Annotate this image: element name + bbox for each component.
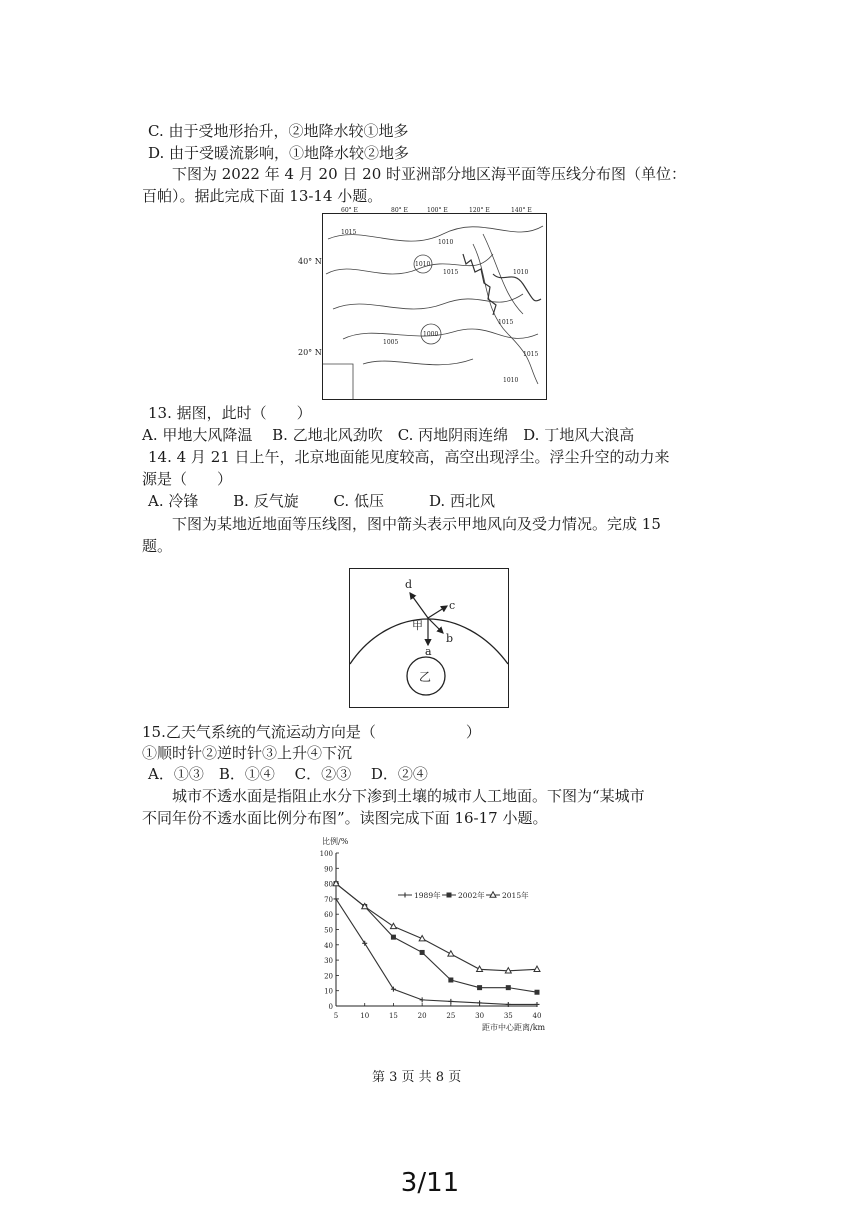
map-isobar-label: 1015: [443, 269, 459, 276]
q14-options: A. 冷锋 B. 反气旋 C. 低压 D. 西北风: [148, 492, 495, 510]
x-tick-label: 35: [503, 1012, 513, 1020]
x-tick-label: 25: [446, 1012, 456, 1020]
map-isobar-label: 1015: [523, 351, 539, 358]
intro-15-line2: 题。: [142, 537, 173, 555]
y-tick-label: 30: [324, 957, 333, 966]
map-lon-label: 60° E: [341, 207, 358, 214]
x-axis-label: 距市中心距离/km: [482, 1023, 546, 1032]
label-yi: 乙: [419, 670, 432, 684]
legend-entry: 2015年: [502, 891, 529, 900]
y-tick-label: 70: [324, 895, 333, 904]
y-axis-label: 比例/%: [322, 837, 349, 846]
intro-13-line1: 下图为 2022 年 4 月 20 日 20 时亚洲部分地区海平面等压线分布图（单位：: [172, 165, 687, 183]
map-isobar-label: 1015: [498, 319, 514, 326]
q15-stem: 15.乙天气系统的气流运动方向是（ ）: [142, 723, 481, 741]
q15-sub: ①顺时针②逆时针③上升④下沉: [142, 744, 353, 762]
data-point: [420, 997, 425, 1002]
data-point: [447, 893, 452, 898]
label-d: d: [405, 578, 413, 591]
y-tick-label: 50: [324, 926, 333, 935]
y-tick-label: 90: [324, 865, 333, 874]
q13-options: A. 甲地大风降温 B. 乙地北风劲吹 C. 丙地阴雨连绵 D. 丁地风大浪高: [142, 426, 635, 444]
y-tick-label: 20: [324, 972, 333, 981]
y-tick-label: 10: [324, 987, 333, 996]
legend-entry: 1989年: [414, 891, 441, 900]
map-isobar-label: 1010: [513, 269, 529, 276]
y-tick-label: 0: [328, 1003, 333, 1011]
map-lon-label: 140° E: [511, 207, 532, 214]
q12-option-d: D. 由于受暖流影响，①地降水较②地多: [148, 144, 410, 162]
label-a: a: [425, 645, 432, 658]
data-point: [534, 966, 540, 971]
map-isobar-label: 1015: [341, 229, 357, 236]
q14-stem-line2: 源是（ ）: [142, 470, 233, 488]
intro-15-line1: 下图为某地近地面等压线图，图中箭头表示甲地风向及受力情况。完成 15: [172, 515, 661, 533]
map-isobar-label: 1010: [438, 239, 454, 246]
map-isobar-label: 1005: [383, 339, 399, 346]
map-lat-label: 40° N: [298, 257, 322, 266]
data-point: [477, 985, 482, 990]
x-tick-label: 40: [532, 1012, 542, 1020]
label-jia: 甲: [412, 619, 423, 632]
data-point: [403, 893, 408, 898]
map-lon-label: 120° E: [469, 207, 490, 214]
map-isobar-label: 1000: [423, 331, 439, 338]
y-tick-label: 60: [324, 911, 333, 920]
map-isobar-label: 1010: [415, 261, 431, 268]
x-tick-label: 20: [417, 1012, 427, 1020]
y-tick-label: 80: [324, 880, 333, 889]
data-point: [448, 977, 453, 982]
data-point: [535, 990, 540, 995]
data-point: [448, 999, 453, 1004]
data-point: [420, 950, 425, 955]
data-point: [391, 935, 396, 940]
x-tick-label: 15: [388, 1012, 398, 1020]
intro-13-line2: 百帕）。据此完成下面 13-14 小题。: [142, 187, 383, 205]
label-c: c: [449, 599, 456, 612]
x-tick-label: 5: [333, 1012, 339, 1020]
y-tick-label: 100: [319, 850, 333, 858]
data-point: [477, 1000, 482, 1005]
map-lat-label: 20° N: [298, 348, 322, 357]
data-point: [391, 987, 396, 992]
q15-options: A．①③ B．①④ C．②③ D．②④: [148, 765, 428, 783]
map-isobar-label: 1010: [503, 377, 519, 384]
q12-option-c: C. 由于受地形抬升，②地降水较①地多: [148, 122, 409, 140]
x-tick-label: 30: [475, 1012, 485, 1020]
q13-stem: 13. 据图，此时（ ）: [148, 404, 312, 422]
x-tick-label: 10: [360, 1012, 370, 1020]
label-b: b: [446, 632, 454, 645]
data-point: [390, 923, 396, 928]
page-footer: 第 3 页 共 8 页: [372, 1070, 462, 1085]
map-lon-label: 80° E: [391, 207, 408, 214]
q14-stem-line1: 14. 4 月 21 日上午，北京地面能见度较高，高空出现浮尘。浮尘升空的动力来: [148, 448, 670, 466]
page-counter: 3/11: [400, 1168, 460, 1198]
intro-16-line1: 城市不透水面是指阻止水分下渗到土壤的城市人工地面。下图为“某城市: [172, 787, 645, 805]
y-tick-label: 40: [324, 941, 333, 950]
legend-entry: 2002年: [458, 891, 485, 900]
map-lon-label: 100° E: [427, 207, 448, 214]
intro-16-line2: 不同年份不透水面比例分布图”。读图完成下面 16-17 小题。: [142, 809, 548, 827]
data-point: [506, 985, 511, 990]
